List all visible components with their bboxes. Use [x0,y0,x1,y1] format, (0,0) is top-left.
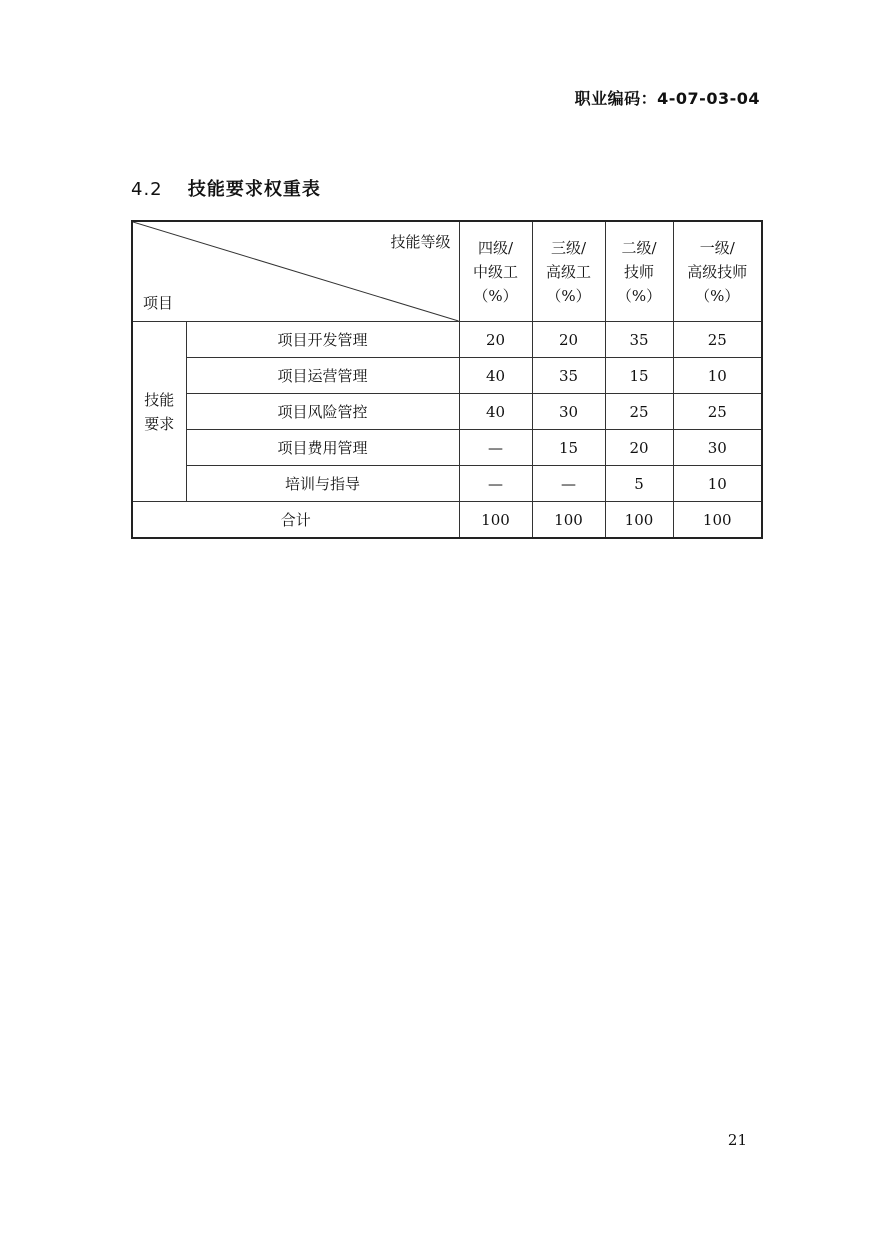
row-value: 10 [673,358,762,394]
header-item-label: 项目 [143,294,174,312]
row-value: — [532,466,605,502]
row-value: — [459,466,532,502]
row-value: 15 [605,358,673,394]
row-value: 5 [605,466,673,502]
header-level-3: 三级/ 高级工 （%） [532,221,605,322]
row-value: — [459,430,532,466]
row-value: 30 [532,394,605,430]
header-skill-level-label: 技能等级 [390,233,451,251]
row-value: 20 [459,322,532,358]
row-value: 10 [673,466,762,502]
row-item-label: 项目风险管控 [186,394,459,430]
row-item-label: 项目费用管理 [186,430,459,466]
group-skill-requirement: 技能 要求 [132,322,186,502]
total-value: 100 [673,502,762,539]
table-row [132,394,762,430]
section-heading [131,175,321,201]
diagonal-header-cell [132,221,459,322]
total-label: 合计 [132,502,459,539]
row-value: 30 [673,430,762,466]
header-level-4: 四级/ 中级工 （%） [459,221,532,322]
table-row [132,322,762,358]
table-row [132,358,762,394]
row-value: 20 [605,430,673,466]
total-value: 100 [459,502,532,539]
total-value: 100 [605,502,673,539]
row-value: 40 [459,394,532,430]
table-row [132,430,762,466]
skill-weight-table [131,220,763,539]
page-number: 21 [727,1131,747,1149]
total-value: 100 [532,502,605,539]
occupation-code: 职业编码：4-07-03-04 [574,89,760,108]
row-value: 35 [532,358,605,394]
header-level-1: 一级/ 高级技师 （%） [673,221,762,322]
table-total-row [132,502,762,539]
table-row [132,466,762,502]
row-value: 25 [605,394,673,430]
row-item-label: 项目运营管理 [186,358,459,394]
row-value: 15 [532,430,605,466]
row-value: 40 [459,358,532,394]
row-item-label: 培训与指导 [186,466,459,502]
section-number: 4.2 [131,179,163,200]
row-value: 20 [532,322,605,358]
header-level-2: 二级/ 技师 （%） [605,221,673,322]
section-title: 技能要求权重表 [187,179,321,200]
row-value: 25 [673,322,762,358]
table-header-row [132,221,762,322]
row-item-label: 项目开发管理 [186,322,459,358]
row-value: 25 [673,394,762,430]
row-value: 35 [605,322,673,358]
